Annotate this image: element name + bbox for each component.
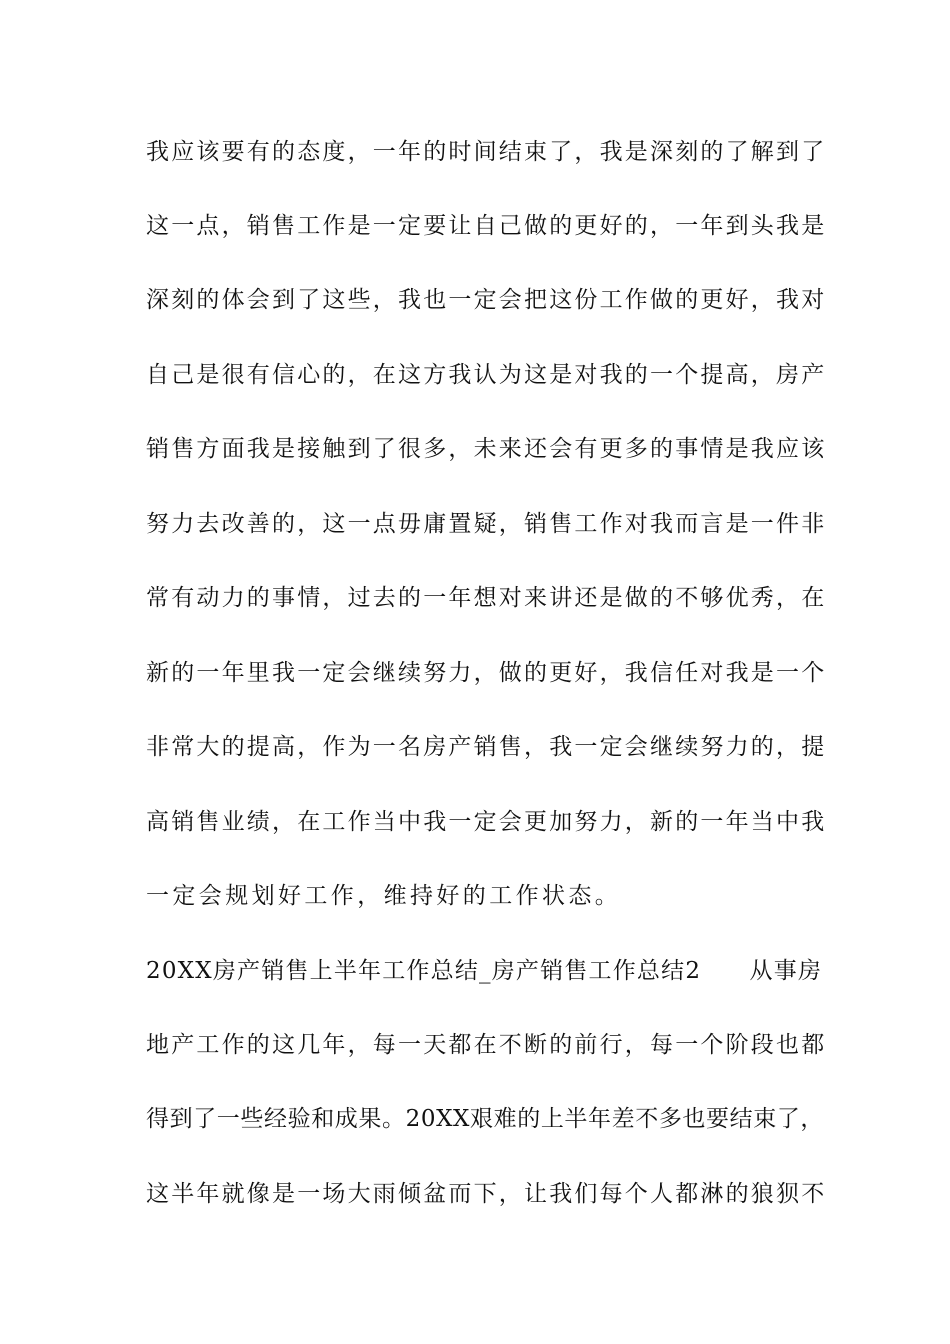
text-line: 高销售业绩，在工作当中我一定会更加努力，新的一年当中我 [146,809,827,835]
section-heading-line: 20XX房产销售上半年工作总结_房产销售工作总结2 从事房 [146,958,823,984]
text-line: 地产工作的这几年，每一天都在不断的前行，每一个阶段也都 [146,1032,827,1058]
text-line: 非常大的提高，作为一名房产销售，我一定会继续努力的，提 [146,734,827,760]
text-line: 常有动力的事情，过去的一年想对来讲还是做的不够优秀，在 [146,585,827,611]
text-line: 自己是很有信心的，在这方我认为这是对我的一个提高，房产 [146,362,827,388]
text-line: 这一点，销售工作是一定要让自己做的更好的，一年到头我是 [146,213,827,239]
text-line: 销售方面我是接触到了很多，未来还会有更多的事情是我应该 [146,436,827,462]
text-line: 一定会规划好工作，维持好的工作状态。 [146,883,622,909]
text-line: 得到了一些经验和成果。20XX艰难的上半年差不多也要结束了， [146,1106,825,1132]
text-line: 我应该要有的态度，一年的时间结束了，我是深刻的了解到了 [146,139,827,165]
text-line: 新的一年里我一定会继续努力，做的更好，我信任对我是一个 [146,660,827,686]
text-line: 深刻的体会到了这些，我也一定会把这份工作做的更好，我对 [146,287,827,313]
text-line: 努力去改善的，这一点毋庸置疑，销售工作对我而言是一件非 [146,511,827,537]
text-line: 这半年就像是一场大雨倾盆而下，让我们每个人都淋的狼狈不 [146,1181,827,1207]
